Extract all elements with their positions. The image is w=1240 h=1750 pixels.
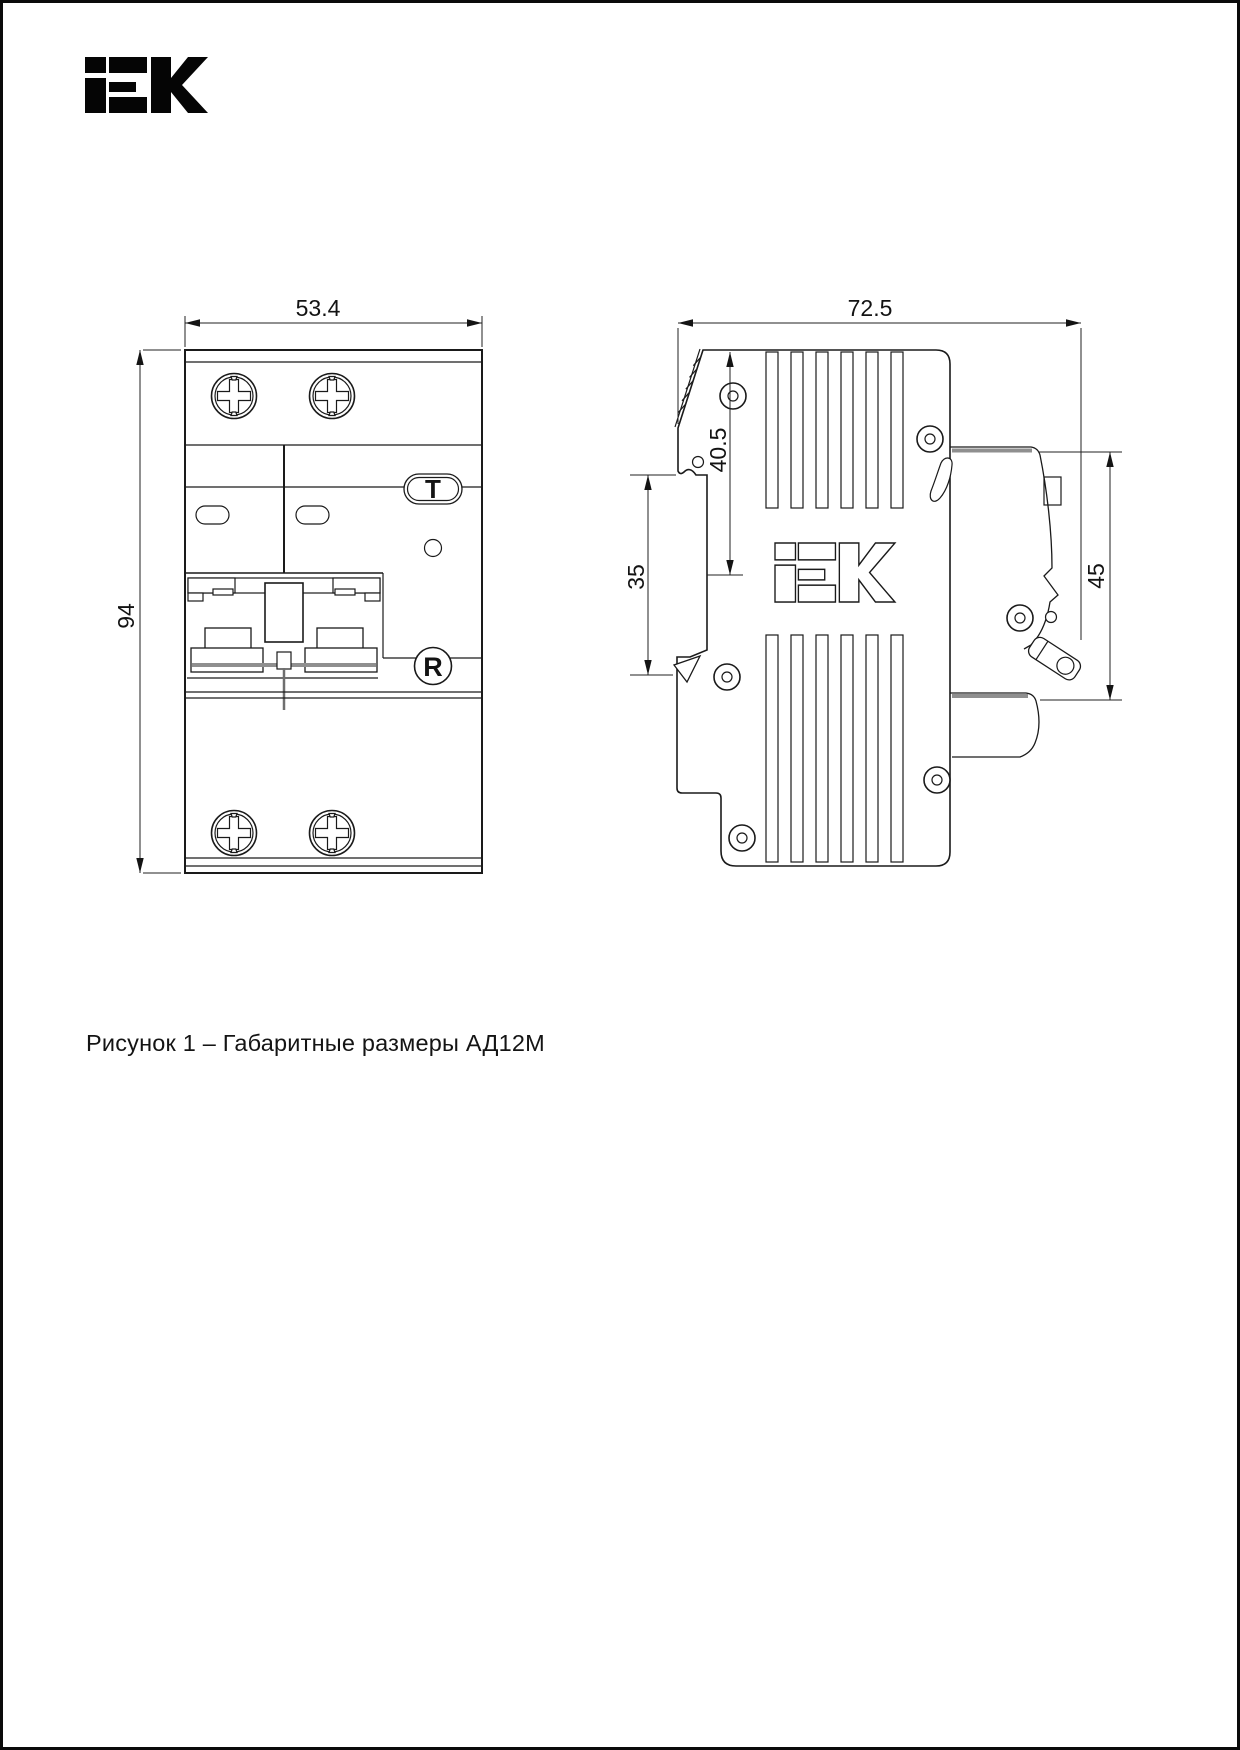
dim-height-arrow-bottom xyxy=(136,858,143,873)
upper-shelf xyxy=(950,447,1061,649)
lever-paddle-left-upper xyxy=(205,628,251,650)
lower-shelf xyxy=(950,693,1039,757)
dim-din-arrow-down xyxy=(644,660,651,675)
dim-din-arrow-up xyxy=(644,475,651,490)
lever-handle-center xyxy=(265,583,303,642)
iek-logo xyxy=(85,57,208,113)
reset-button-label: R xyxy=(423,652,443,682)
test-button-label: T xyxy=(425,474,441,504)
test-button xyxy=(404,474,462,504)
lever-hinge-left xyxy=(213,589,233,595)
dim-depth-arrow-right xyxy=(1066,319,1081,327)
reset-button xyxy=(415,648,452,685)
vent-slat xyxy=(841,352,853,508)
dim-height-arrow-top xyxy=(136,350,143,365)
front-hole xyxy=(693,457,704,468)
rivet-mid-left xyxy=(714,664,740,690)
front-body-outline xyxy=(185,350,482,873)
rivet-top-right xyxy=(917,426,943,452)
dim-height-lines xyxy=(140,350,181,873)
lever-tab-left xyxy=(188,593,203,601)
dim-depth-arrow-left xyxy=(678,319,693,327)
side-view xyxy=(674,349,1083,866)
vent-slat xyxy=(841,635,853,862)
figure-caption: Рисунок 1 – Габаритные размеры АД12М xyxy=(86,1030,545,1056)
din-latch xyxy=(1007,605,1083,683)
vent-slat xyxy=(791,635,803,862)
upper-shelf-edge xyxy=(950,447,1058,649)
vent-slat xyxy=(866,352,878,508)
lever-paddle-right-upper xyxy=(317,628,363,650)
marking-slot-right xyxy=(296,506,329,524)
dim-din-label: 35 xyxy=(623,564,649,590)
latch-small-hole xyxy=(1046,612,1057,623)
rivet-top-left xyxy=(720,383,746,409)
indicator-window xyxy=(425,540,442,557)
vent-slat xyxy=(791,352,803,508)
dim-back-arrow-down xyxy=(1106,685,1113,700)
front-view xyxy=(185,350,482,873)
latch-pivot-rivet xyxy=(1007,605,1033,631)
dim-back-label: 45 xyxy=(1083,563,1109,589)
rivet-bottom-left xyxy=(729,825,755,851)
latch-tab-body xyxy=(1026,635,1083,683)
terminal-screw-bottom-left xyxy=(212,811,257,856)
dim-width-arrow-right xyxy=(467,319,482,327)
vent-slat xyxy=(866,635,878,862)
terminal-screw-top-right xyxy=(310,374,355,419)
vent-slat xyxy=(766,352,778,508)
dim-top-label: 40.5 xyxy=(705,427,731,473)
latch-pull-tab xyxy=(1026,635,1083,683)
iek-logo-glyphs xyxy=(85,57,208,113)
dim-width-arrow-left xyxy=(185,319,200,327)
terminal-screw-bottom-right xyxy=(310,811,355,856)
vent-slat xyxy=(816,352,828,508)
dim-height-label: 94 xyxy=(113,603,139,629)
dim-depth-label: 72.5 xyxy=(847,295,893,321)
lever-center-link xyxy=(277,652,291,669)
vent-slat xyxy=(766,635,778,862)
vent-slat xyxy=(891,352,903,508)
lever-hinge-right xyxy=(335,589,355,595)
vent-slat xyxy=(891,635,903,862)
lower-shelf-edge xyxy=(950,693,1039,757)
dim-width-label: 53.4 xyxy=(295,295,341,321)
rivet-bottom-right xyxy=(924,767,950,793)
lever-paddle-right-lower xyxy=(305,648,377,672)
side-body-outline xyxy=(677,350,950,866)
vent-slat xyxy=(816,635,828,862)
dim-back-arrow-up xyxy=(1106,452,1113,467)
lever-paddle-left-lower xyxy=(191,648,263,672)
lever-tab-right xyxy=(365,593,380,601)
terminal-screw-top-left xyxy=(212,374,257,419)
marking-slot-left xyxy=(196,506,229,524)
